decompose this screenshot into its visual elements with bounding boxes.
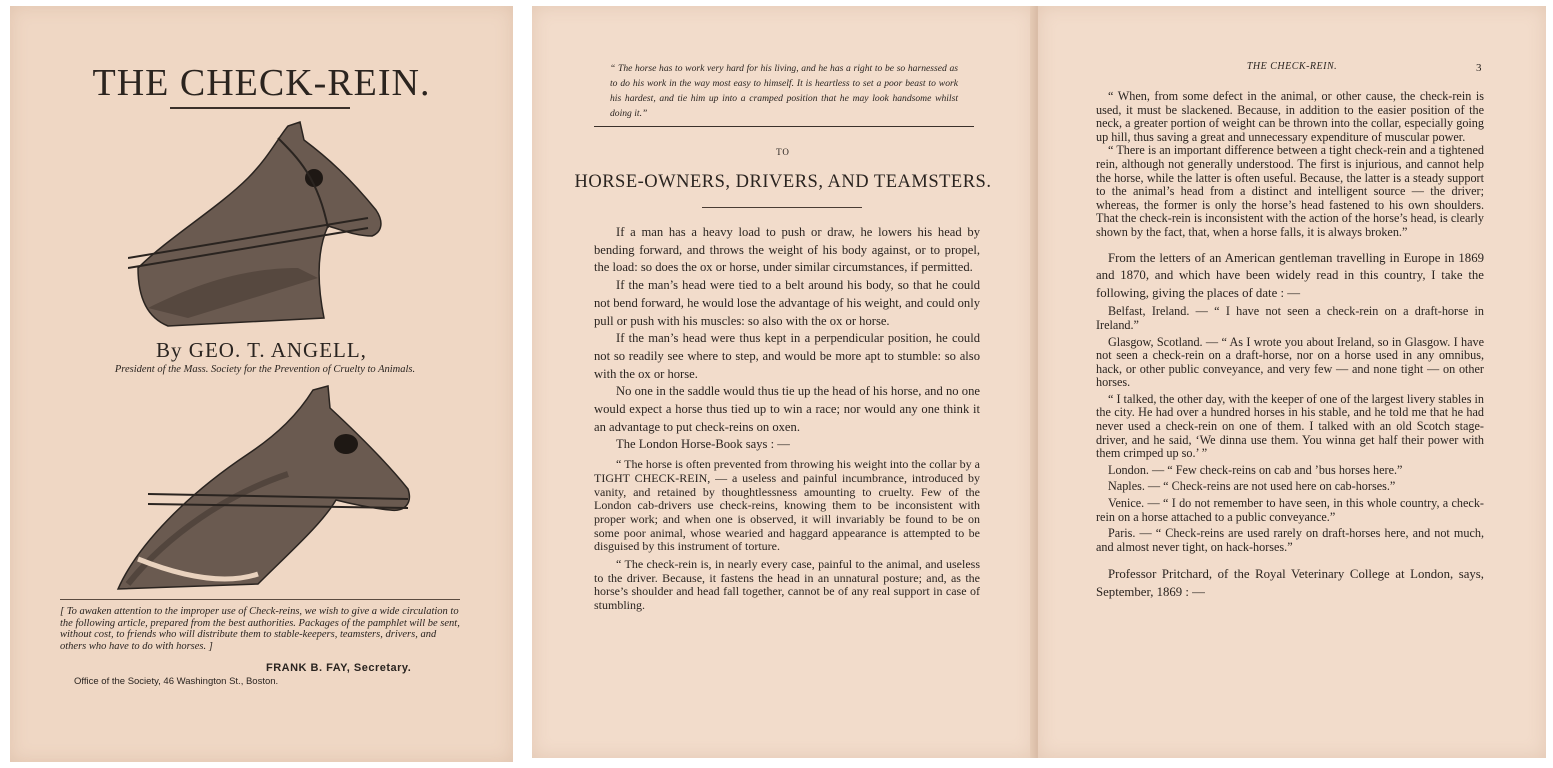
running-head: THE CHECK-REIN. — [1246, 61, 1338, 72]
secretary-signature: FRANK B. FAY, Secretary. — [266, 662, 412, 674]
section-heading: HORSE-OWNERS, DRIVERS, AND TEAMSTERS. — [574, 172, 992, 192]
page-two-body — [594, 224, 980, 613]
title-divider — [170, 107, 350, 109]
quote-paragraph: Belfast, Ireland. — “ I have not seen a check-rein on a draft-horse in Ireland.” — [1096, 304, 1484, 332]
paragraph: No one in the saddle would thus tie up the head of his horse, and no one would expect a horse thus tied up to win a race; nor would any one think it an advantage to put check-reins on oxen. — [594, 384, 980, 434]
cover-note: [ To awaken attention to the improper use of Check-reins, we wish to give a wide circulation to the following article, prepared from the best authorities. Packages of the pamphlet will be sent, without cost, to friends who will distribute them to stable-keepers, teamsters, drivers, and others who have to do with horses. ] — [60, 599, 460, 652]
paragraph: From the letters of an American gentleman travelling in Europe in 1869 and 1870, and which have been widely read in this country, I take the following, giving the places of date : — — [1096, 250, 1484, 300]
quote-paragraph: London. — “ Few check-reins on cab and ’bus horses here.” — [1108, 462, 1403, 477]
paragraph: If the man’s head were thus kept in a perpendicular position, he could not so readily see where to step, and would be more apt to stumble: so also with the ox or horse. — [594, 331, 980, 381]
horse-head-illustration-top — [128, 118, 398, 340]
quote-paragraph: “ There is an important difference between a tight check-rein and a tightened rein, although not generally understood. The first is injurious, and cannot help the horse, while the latter is often useful. Because, the latter is a steady support to the animal’s head from a distinct and intelligent source — the driver; whereas, the former is only the horse’s head fastened to his own shoulders. That the check-rein is inconsistent with the action of the horse’s head, is clearly shown by the fact, that, when a horse falls, it is always broken.” — [1096, 143, 1484, 239]
office-address: Office of the Society, 46 Washington St., Boston. — [74, 676, 279, 687]
quote-paragraph: “ The horse is often prevented from throwing his weight into the collar by a TIGHT CHECK-REIN, — a useless and painful incumbrance, introduced by vanity, and retained by thoughtlessness amounting to cruelty. Few of the London cab-drivers use check-reins, knowing them to be inconsistent with proper work; and when one is observed, it will invariably be found to be on some poor animal, whose wearied and haggard appearance is attempted to be disguised by this instrument of torture. — [594, 457, 980, 554]
author-name: By GEO. T. ANGELL, — [156, 338, 367, 362]
epigraph-rule — [594, 126, 974, 127]
quote-paragraph: “ The check-rein is, in nearly every case, painful to the animal, and useless to the driver. Because, it fastens the head in an unnatural posture; and, as the horse’s shoulder and head fall together, cannot be of any real support in case of stumbling. — [594, 557, 980, 613]
heading-to: TO — [776, 147, 790, 157]
quote-paragraph: Paris. — “ Check-reins are used rarely on draft-horses here, and not much, and almost never tight, on hack-horses.” — [1096, 526, 1484, 554]
paragraph: If a man has a heavy load to push or draw, he lowers his head by bending forward, and throws the weight of his body against, or to propel, the load: so does the ox or horse, under similar circumstances, if permitted. — [594, 225, 980, 275]
paragraph: If the man’s head were tied to a belt around his body, so that he could not bend forward, he would lose the advantage of his weight, and could only pull or push with his muscles: so also with the ox or horse. — [594, 278, 980, 328]
page-three-body — [1096, 90, 1484, 602]
heading-rule — [702, 207, 862, 208]
horse-head-illustration-bottom — [108, 384, 413, 599]
page-three — [1038, 6, 1546, 758]
cover-title: THE CHECK-REIN. — [92, 62, 431, 104]
quote-paragraph: Glasgow, Scotland. — “ As I wrote you about Ireland, so in Glasgow. I have not seen a check-rein on a draft-horse, nor on a horse used in any omnibus, hack, or other public conveyance, and very few — and none tight — on other horses. — [1096, 334, 1484, 390]
quote-paragraph: Venice. — “ I do not remember to have seen, in this whole country, a check-rein on a horse attached to a public conveyance.” — [1096, 496, 1484, 524]
quote-paragraph: “ I talked, the other day, with the keeper of one of the largest livery stables in the city. He had over a hundred horses in his stable, and he told me that he had never used a check-rein on one of them. I talked with an old Scotch stage-driver, and he said, ‘We dinna use them. You winna get half their power with them crimped up so.’ ” — [1096, 391, 1484, 461]
paragraph: Professor Pritchard, of the Royal Veterinary College at London, says, September, 1869 : — — [1096, 567, 1484, 599]
quote-paragraph: Naples. — “ Check-reins are not used here on cab-horses.” — [1108, 479, 1396, 494]
cover-page — [10, 6, 513, 762]
epigraph: “ The horse has to work very hard for his living, and he has a right to be so harnessed as to do his work in the way most easy to himself. It is heartless to set a poor beast to work his hardest, and tie him up into a cramped position that he may look handsome whilst doing it.” — [610, 63, 958, 119]
author-title: President of the Mass. Society for the Prevention of Cruelty to Animals. — [114, 364, 416, 375]
quote-paragraph: “ When, from some defect in the animal, or other cause, the check-rein is used, it must be slackened. Because, in addition to the easier position of the neck, a greater portion of weight can be thrown into the collar, especially going up hill, thus saving a great and unnecessary expenditure of muscular power. — [1096, 89, 1484, 144]
page-two — [532, 6, 1034, 758]
paragraph: The London Horse-Book says : — — [616, 437, 790, 452]
page-number: 3 — [1476, 62, 1482, 74]
